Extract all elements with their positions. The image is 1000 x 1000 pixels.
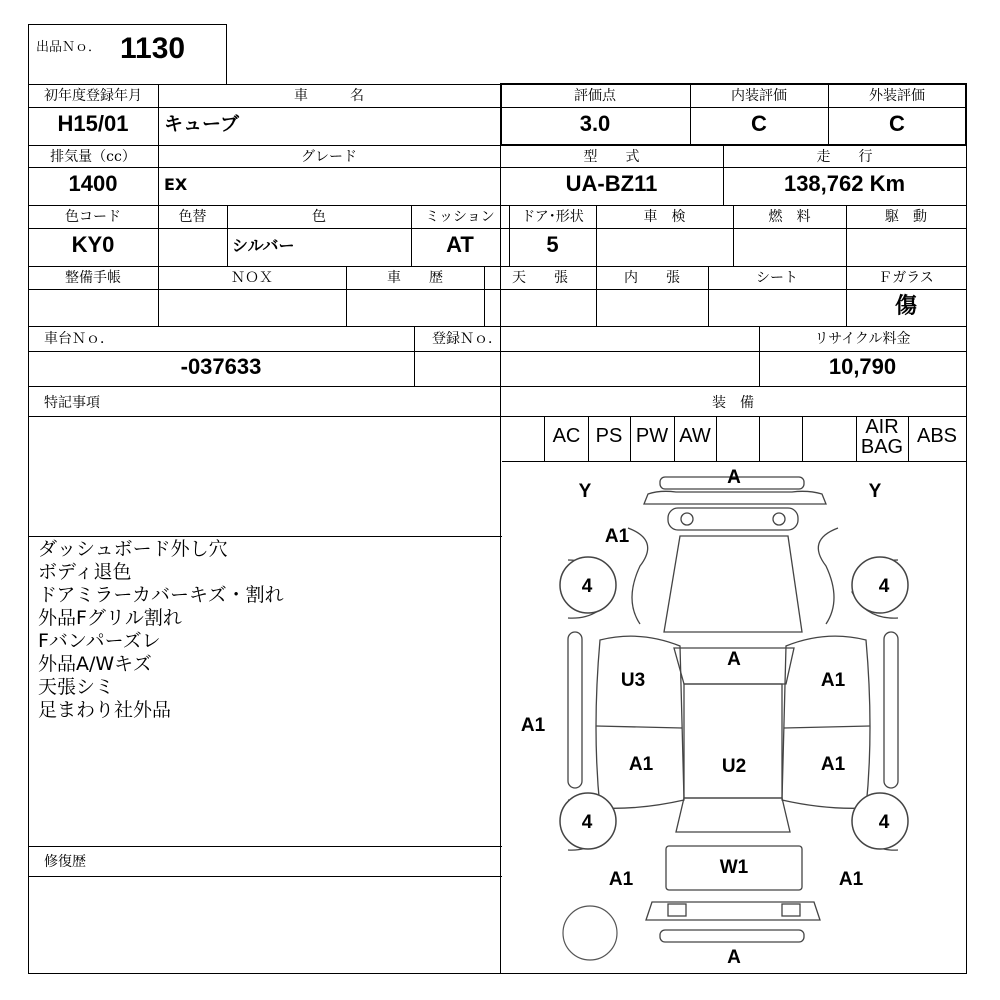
f-glass-label: Ｆガラス — [878, 270, 934, 286]
grade-label: グレード — [301, 149, 357, 165]
drive-label: 駆 動 — [885, 209, 927, 225]
color-code-value: KY0 — [71, 232, 115, 257]
left-sill — [568, 632, 582, 788]
reg-no-label: 登録Ｎｏ． — [432, 331, 502, 347]
front-lower-grille — [668, 508, 798, 530]
recycle-fee-label: リサイクル料金 — [814, 331, 911, 347]
remark-line: ドアミラーカバーキズ・割れ — [38, 584, 284, 606]
fuel-label: 燃 料 — [768, 209, 811, 225]
mark-side-left: A1 — [520, 715, 546, 736]
mileage-value: 138,762 Km — [783, 171, 906, 196]
remark-line: Fバンパーズレ — [38, 630, 161, 652]
inspection-label: 車 検 — [643, 209, 686, 225]
score-value: 3.0 — [579, 111, 611, 136]
chassis-no-value: -037633 — [180, 354, 262, 379]
car-diagram — [501, 462, 966, 973]
history-label: 車 歴 — [387, 270, 443, 286]
mark-rear: A — [727, 947, 741, 968]
car-name-value: キューブ — [164, 113, 240, 135]
seat-label: シート — [756, 270, 798, 286]
mark-tire-fr: 4 — [878, 576, 890, 597]
mark-hood-top: A1 — [604, 526, 630, 547]
remark-line: ダッシュボード外し穴 — [38, 538, 228, 560]
equipment-abs: ABS — [916, 425, 958, 447]
mark-tire-fl: 4 — [581, 576, 593, 597]
first-reg-value: H15/01 — [57, 111, 129, 136]
mark-rear-right: A1 — [838, 869, 864, 890]
exterior-value: C — [889, 111, 905, 136]
remarks-label: 特記事項 — [44, 395, 100, 411]
maintenance-label: 整備手帳 — [65, 270, 121, 286]
remark-line: 天張シミ — [38, 676, 115, 698]
mark-windshield: A — [727, 649, 741, 670]
model-value: UA-BZ11 — [565, 171, 658, 196]
mark-door-fr: A1 — [820, 670, 846, 691]
chassis-no-label: 車台Ｎｏ． — [44, 331, 114, 347]
lot-number: 1130 — [120, 32, 186, 65]
mark-door-rr: A1 — [820, 754, 846, 775]
mark-roof: U2 — [721, 756, 747, 777]
door-shape-value: 5 — [546, 232, 559, 257]
grade-value: EX — [164, 175, 188, 194]
mark-rear-left: A1 — [608, 869, 634, 890]
equipment-aw: AW — [679, 425, 711, 447]
interior-label: 内装評価 — [731, 88, 787, 104]
hood — [664, 536, 802, 632]
exterior-label: 外装評価 — [869, 88, 925, 104]
mark-rear-glass: W1 — [719, 857, 749, 878]
equipment-airbag-air: AIR — [865, 416, 899, 438]
roof — [684, 684, 782, 798]
door-shape-label: ドア･形状 — [521, 209, 584, 225]
lot-number-label: 出品Ｎｏ． — [36, 40, 102, 55]
recycle-fee-value: 10,790 — [828, 354, 897, 379]
transmission-value: AT — [446, 232, 474, 257]
interior-trim-label: 内 張 — [624, 270, 680, 286]
remark-line: ボディ退色 — [38, 561, 132, 583]
right-sill — [884, 632, 898, 788]
mark-tire-rr: 4 — [878, 812, 890, 833]
displacement-value: 1400 — [68, 171, 118, 196]
mark-y-right: Y — [868, 481, 882, 502]
equipment-pw: PW — [635, 425, 669, 447]
remark-line: 外品Fグリル割れ — [38, 607, 182, 629]
mark-y-left: Y — [578, 481, 592, 502]
equipment-ac: AC — [552, 425, 581, 447]
f-glass-value: 傷 — [894, 293, 917, 318]
remark-line: 足まわり社外品 — [38, 699, 172, 721]
color-label: 色 — [312, 209, 326, 225]
rear-bumper-upper — [646, 902, 820, 920]
nox-label: ＮＯＸ — [231, 270, 273, 286]
remark-line: 外品A/Wキズ — [38, 653, 152, 675]
equipment-label: 装 備 — [712, 395, 754, 411]
mark-front: A — [727, 467, 741, 488]
right-body — [782, 636, 870, 808]
repair-history-label: 修復歴 — [44, 854, 86, 870]
mileage-label: 走 行 — [816, 149, 873, 165]
color-value: シルバー — [232, 236, 295, 255]
transmission-label: ミッション — [425, 209, 495, 225]
front-grille — [644, 491, 826, 504]
mark-door-fl: U3 — [620, 670, 646, 691]
interior-value: C — [751, 111, 767, 136]
car-name-label: 車 名 — [294, 88, 364, 104]
equipment-airbag-bag: BAG — [860, 436, 904, 458]
mark-tire-rl: 4 — [581, 812, 593, 833]
displacement-label: 排気量（cc） — [50, 149, 136, 165]
color-change-label: 色替 — [178, 209, 207, 225]
rear-glass-upper — [676, 798, 790, 832]
roof-label: 天 張 — [512, 270, 568, 286]
rear-bumper — [660, 930, 804, 942]
model-label: 型 式 — [583, 149, 640, 165]
first-reg-label: 初年度登録年月 — [44, 88, 142, 104]
equipment-ps: PS — [595, 425, 623, 447]
score-label: 評価点 — [574, 88, 616, 104]
mark-door-rl: A1 — [628, 754, 654, 775]
left-body — [596, 636, 684, 808]
color-code-label: 色コード — [65, 209, 121, 225]
